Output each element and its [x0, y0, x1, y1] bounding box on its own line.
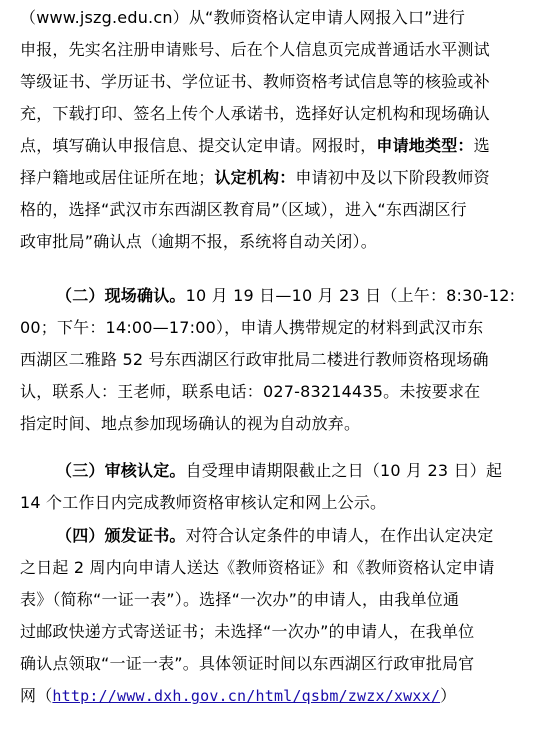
text-line: 西湖区二雅路 52 号东西湖区行政审批局二楼进行教师资格现场确: [20, 350, 489, 369]
label-certifying-authority: 认定机构：: [214, 168, 296, 187]
section-heading-issue-certificate: （四）颁发证书。: [56, 526, 186, 545]
text-span: 对符合认定条件的申请人，在作出认定决定: [185, 526, 494, 545]
text-line: 指定时间、地点参加现场确认的视为自动放弃。: [20, 414, 361, 433]
text-line: 政审批局”确认点（逾期不报，系统将自动关闭）。: [20, 232, 377, 251]
official-website-link[interactable]: http://www.dxh.gov.cn/html/qsbm/zwzx/xwxx/: [52, 687, 441, 705]
text-line: [20, 520, 542, 552]
text-line: [20, 455, 542, 487]
text-line: 过邮政快递方式寄送证书；未选择“一次办”的申请人，在我单位: [20, 622, 475, 641]
text-line: 认，联系人：王老师，联系电话：027-83214435。未按要求在: [20, 382, 481, 401]
text-line: 申报，先实名注册申请账号、后在个人信息页完成普通话水平测试: [20, 40, 490, 59]
text-line: 00；下午：14:00—17:00），申请人携带规定的材料到武汉市东: [20, 318, 484, 337]
text-span: 10 月 19 日—10 月 23 日（上午：8:30-12:: [185, 286, 516, 305]
text-span: 自受理申请期限截止之日（10 月 23 日）起: [185, 461, 503, 480]
paragraph-review-certification: [20, 455, 542, 519]
text-line: （www.jszg.edu.cn）从“教师资格认定申请人网报入口”进行: [20, 8, 466, 27]
text-line: 之日起 2 周内向申请人送达《教师资格证》和《教师资格认定申请: [20, 558, 495, 577]
text-line: 表》（简称“一证一表”）。选择“一次办”的申请人，由我单位通: [20, 590, 460, 609]
text-span: 申请初中及以下阶段教师资: [295, 168, 490, 187]
text-line: 确认点领取“一证一表”。具体领证时间以东西湖区行政审批局官: [20, 654, 475, 673]
text-line: 14 个工作日内完成教师资格审核认定和网上公示。: [20, 493, 387, 512]
label-application-location-type: 申请地类型：: [376, 136, 474, 155]
section-heading-review-certification: （三）审核认定。: [56, 461, 186, 480]
text-line: 格的，选择“武汉市东西湖区教育局”（区域），进入“东西湖区行: [20, 200, 467, 219]
text-span: 点，填写确认申报信息、提交认定申请。网报时，: [20, 136, 377, 155]
text-line: [20, 280, 542, 312]
text-span: 网（: [20, 686, 53, 705]
text-span: 择户籍地或居住证所在地；: [20, 168, 215, 187]
paragraph-on-site-confirmation: [20, 280, 542, 440]
text-span: 选: [473, 136, 490, 155]
section-heading-on-site-confirmation: （二）现场确认。: [56, 286, 186, 305]
text-line: 等级证书、学历证书、学位证书、教师资格考试信息等的核验或补: [20, 72, 490, 91]
paragraph-issue-certificate: [20, 520, 542, 712]
text-line: [20, 680, 542, 712]
text-line: 充，下载打印、签名上传个人承诺书，选择好认定机构和现场确认: [20, 104, 490, 123]
text-line: [20, 162, 542, 194]
text-line: [20, 130, 542, 162]
paragraph-online-application: [20, 2, 542, 258]
text-span: ）: [440, 686, 457, 705]
